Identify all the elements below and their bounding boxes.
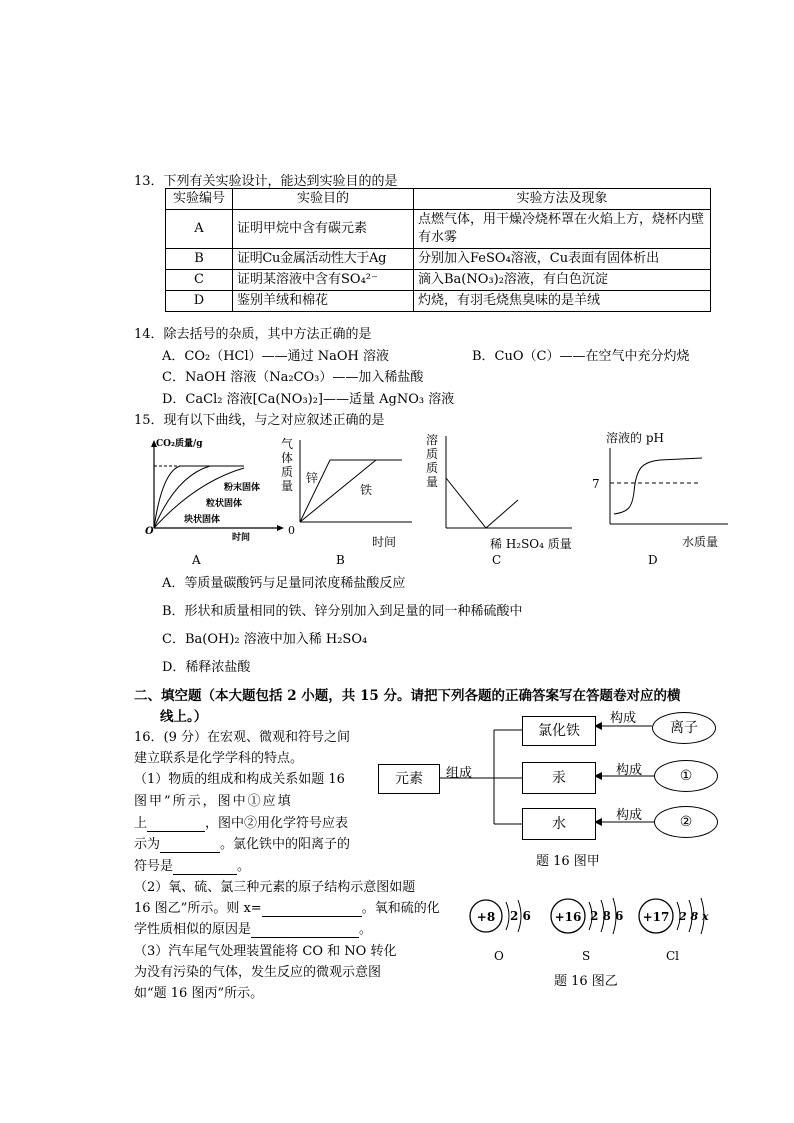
q16-line: 如“题 16 图丙”所示。 (134, 986, 264, 1001)
experiment-table (165, 188, 711, 312)
q15-option-b: B．形状和质量相同的铁、锌分别加入到足量的同一种稀硫酸中 (162, 604, 523, 619)
q16-line: 16．(9 分）在宏观、微观和符号之间 (134, 730, 351, 745)
graph-b-xlabel: 时间 (372, 535, 397, 549)
atom-s-nucleus: +16 (554, 910, 582, 924)
row-purpose: 证明Cu金属活动性大于Ag (233, 249, 414, 270)
graph-a-ylabel: CO₂质量/g (156, 439, 203, 449)
ellipse-ion: 离子 (652, 712, 716, 744)
ellipse-blank-1: ① (654, 760, 718, 792)
label-construct-2: 构成 (616, 763, 643, 778)
q14-option-a: A．CO₂（HCl）——通过 NaOH 溶液 (162, 349, 390, 364)
graph-c-tag: C (492, 553, 502, 567)
box-mercury: 汞 (522, 762, 596, 794)
graph-d-tag: D (648, 553, 658, 567)
graph-d-ph7: 7 (592, 477, 600, 491)
graph-b-tag: B (336, 553, 345, 567)
table-row (166, 270, 711, 291)
atom-diagrams (466, 892, 728, 972)
atom-s-shells: 2 8 6 (590, 909, 624, 923)
graph-c-ylabel: 溶质质量 (426, 433, 439, 489)
graph-b-curve-iron: 铁 (360, 483, 373, 497)
graph-a-curve-block: 块状固体 (184, 515, 221, 525)
table-row (166, 249, 711, 270)
atom-o-shells: 2 6 (510, 909, 531, 923)
q16-line: 建立联系是化学学科的特点。 (134, 751, 304, 766)
graph-d (588, 428, 738, 570)
row-id: D (166, 291, 233, 312)
q16-line: 学性质相似的原因是 。 (134, 922, 373, 937)
row-method: 灼烧，有羽毛烧焦臭味的是羊绒 (414, 291, 711, 312)
answer-blank-5[interactable] (251, 922, 359, 938)
graph-a (140, 432, 290, 570)
answer-blank-4[interactable] (262, 901, 362, 917)
q14-option-c: C．NaOH 溶液（Na₂CO₃）——加入稀盐酸 (162, 370, 424, 385)
row-method: 滴入Ba(NO₃)₂溶液，有白色沉淀 (414, 270, 711, 291)
header-id: 实验编号 (166, 189, 233, 210)
q16-line: 16 图乙”所示。则 x= 。氧和硫的化 (134, 901, 440, 916)
label-construct-1: 构成 (610, 711, 637, 726)
box-element: 元素 (378, 764, 440, 794)
atom-o-nucleus: +8 (476, 910, 496, 924)
graph-b (280, 432, 420, 570)
q15-option-d: D．稀释浓盐酸 (162, 660, 251, 675)
graph-a-curve-granular: 粒状固体 (206, 499, 243, 509)
graph-b-ylabel: 气体质量 (281, 437, 294, 493)
label-construct-3: 构成 (616, 808, 643, 823)
graph-c-xlabel: 稀 H₂SO₄ 质量 (490, 537, 572, 551)
label-compose: 组成 (446, 766, 473, 781)
q15-option-a: A．等质量碳酸钙与足量同浓度稀盐酸反应 (162, 576, 406, 591)
q13-title: 13．下列有关实验设计，能达到实验目的的是 (134, 174, 398, 189)
q16-line: 示为 。氯化铁中的阳离子的 (134, 837, 351, 852)
graph-d-xlabel: 水质量 (682, 535, 719, 549)
row-id: B (166, 249, 233, 270)
section2-heading-cont: 线上。） (160, 709, 208, 725)
graph-a-curve-powder: 粉末固体 (224, 483, 261, 493)
graph-d-ylabel: 溶液的 pH (606, 431, 664, 445)
header-method: 实验方法及现象 (414, 189, 711, 210)
ellipse-blank-2: ② (654, 806, 718, 838)
graph-c (422, 428, 582, 570)
q14-option-d: D．CaCl₂ 溶液[Ca(NO₃)₂]——适量 AgNO₃ 溶液 (162, 392, 455, 407)
atom-cl-nucleus: +17 (642, 910, 670, 924)
caption-16b: 题 16 图乙 (554, 974, 618, 989)
box-iron-chloride: 氯化铁 (522, 716, 596, 746)
graph-a-tag: A (192, 553, 201, 567)
row-method: 点燃气体，用干燥冷烧杯罩在火焰上方，烧杯内壁有水雾 (414, 210, 711, 249)
table-row (166, 291, 711, 312)
section2-heading: 二、填空题（本大题包括 2 小题，共 15 分。请把下列各题的正确答案写在答题卷对应的横 (134, 688, 681, 704)
atom-o-name: O (494, 949, 504, 963)
header-purpose: 实验目的 (233, 189, 414, 210)
atom-cl-name: Cl (666, 949, 680, 963)
row-purpose: 证明某溶液中含有SO₄²⁻ (233, 270, 414, 291)
q16-line: （3）汽车尾气处理装置能将 CO 和 NO 转化 (134, 944, 397, 959)
q16-line: 图甲”所示，图中①应填 (134, 794, 293, 809)
graph-a-xlabel: 时间 (232, 533, 251, 543)
graph-b-curve-zinc: 锌 (306, 471, 319, 485)
q16-line: 上 ，图中②用化学符号应表 (134, 816, 349, 831)
box-water: 水 (522, 808, 596, 840)
row-purpose: 证明甲烷中含有碳元素 (233, 210, 414, 249)
caption-16a: 题 16 图甲 (536, 854, 600, 869)
q16-line: （1）物质的组成和构成关系如题 16 (134, 772, 345, 787)
graph-b-ylabel-data: 气体质量 (280, 432, 284, 433)
q14-option-b: B．CuO（C）——在空气中充分灼烧 (472, 349, 690, 364)
q16-line: （2）氧、硫、氯三种元素的原子结构示意图如题 (134, 880, 416, 895)
answer-blank-3[interactable] (173, 859, 237, 875)
q15-title: 15．现有以下曲线，与之对应叙述正确的是 (134, 413, 385, 428)
graph-a-origin: O (145, 526, 154, 537)
atom-s-name: S (582, 949, 591, 963)
answer-blank-2[interactable] (160, 837, 220, 853)
graph-c-ylabel-data: 溶质质量 (422, 428, 426, 429)
graph-b-origin: 0 (288, 524, 295, 537)
row-id: C (166, 270, 233, 291)
row-method: 分别加入FeSO₄溶液，Cu表面有固体析出 (414, 249, 711, 270)
table-header-row (166, 189, 711, 210)
q15-option-c: C．Ba(OH)₂ 溶液中加入稀 H₂SO₄ (162, 632, 368, 647)
q14-title: 14．除去括号的杂质，其中方法正确的是 (134, 327, 372, 342)
table-row (166, 210, 711, 249)
row-purpose: 鉴别羊绒和棉花 (233, 291, 414, 312)
q16-line: 为没有污染的气体，发生反应的微观示意图 (134, 965, 382, 980)
q16-line: 符号是 。 (134, 859, 251, 874)
atom-cl-shells: 2 8 x (679, 910, 709, 923)
row-id: A (166, 210, 233, 249)
answer-blank-1[interactable] (147, 816, 205, 832)
